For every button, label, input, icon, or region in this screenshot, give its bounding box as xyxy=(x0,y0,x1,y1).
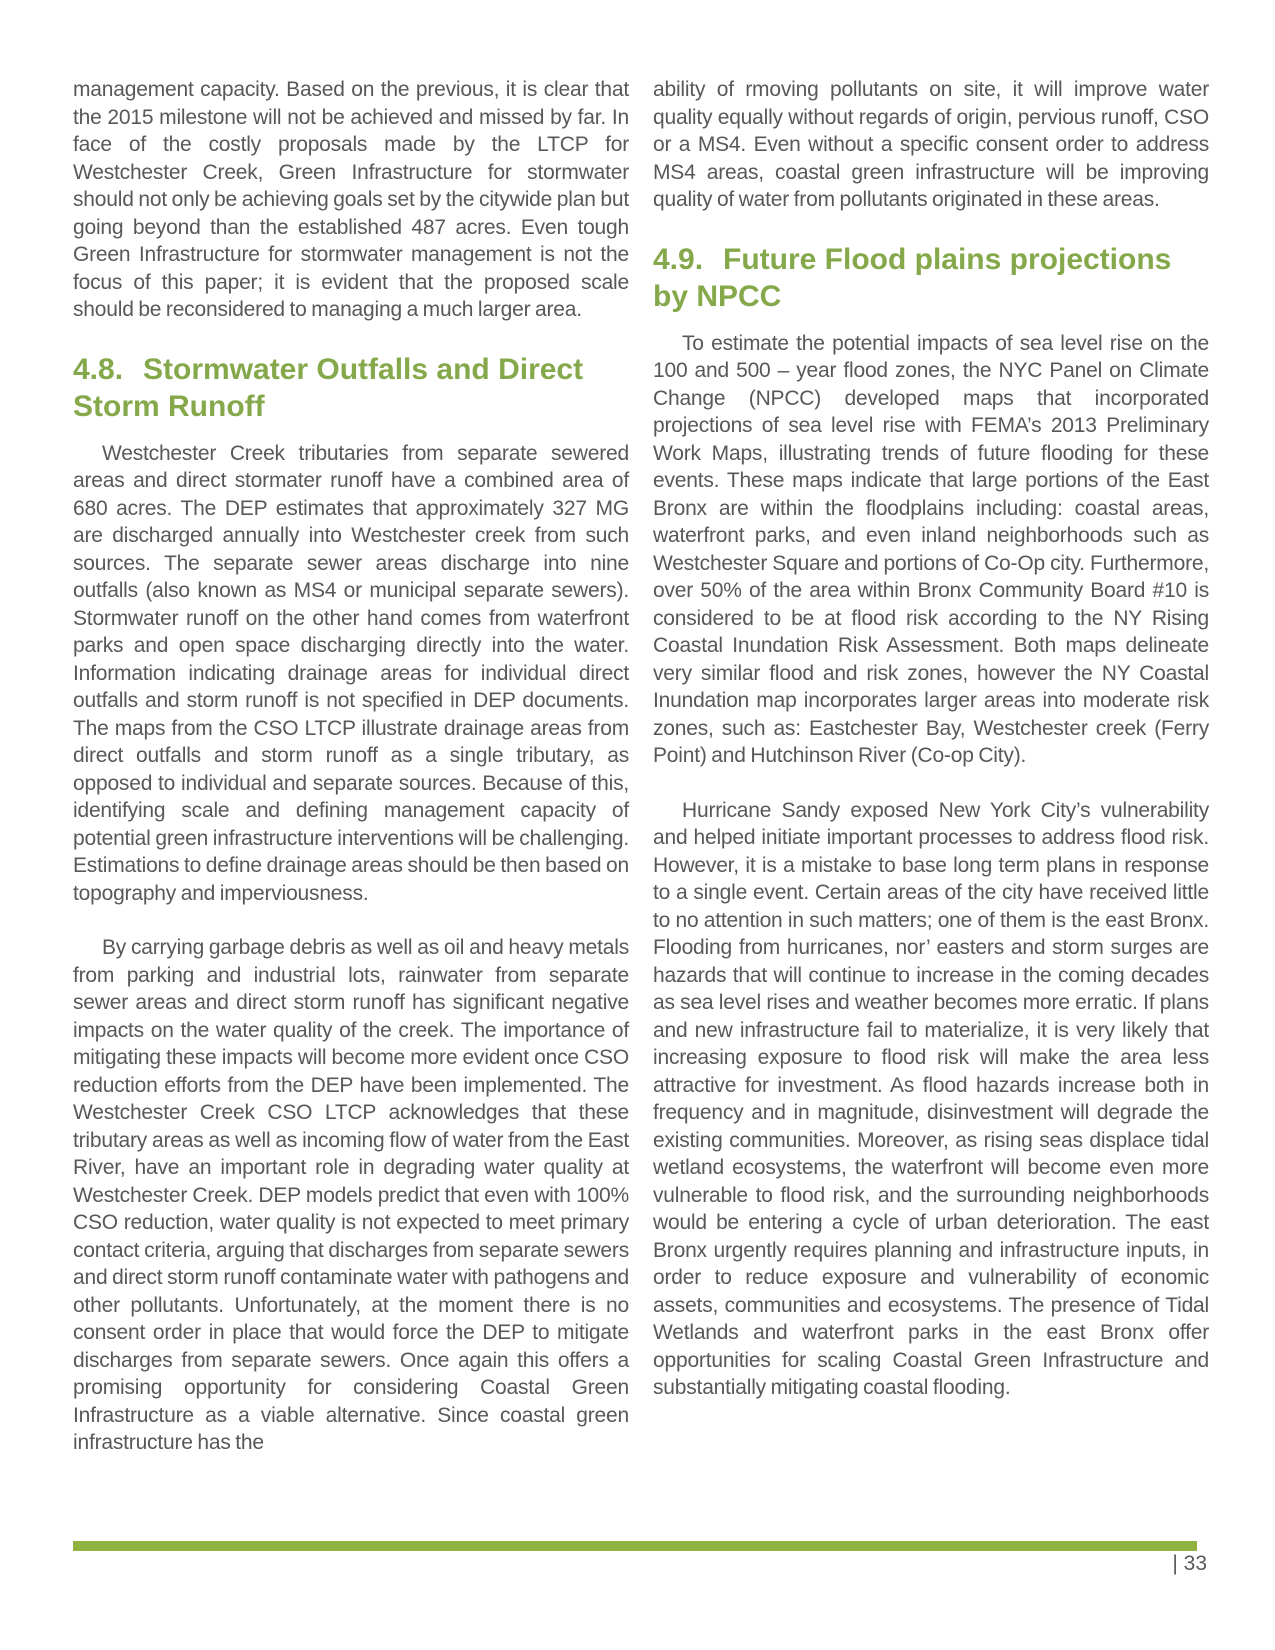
footer-green-rule xyxy=(73,1541,1197,1551)
paragraph-tributaries: Westchester Creek tributaries from separate sewered areas and direct stormater runoff have a combined area of 680 acres. The DEP estimates that approximately 327 MG are discharged annually into Westchester creek from such sources. The separate sewer areas discharge into nine outfalls (also known as MS4 or municipal separate sewers). Stormwater runoff on the other hand comes from waterfront parks and open space discharging directly into the water. Information indicating drainage areas for individual direct outfalls and storm runoff is not specified in DEP documents. The maps from the CSO LTCP illustrate drainage areas from direct outfalls and storm runoff as a single tributary, as opposed to individual and separate sources. Because of this, identifying scale and defining management capacity of potential green infrastructure interventions will be challenging. Estimations to define drainage areas should be then based on topography and imperviousness. xyxy=(73,441,629,905)
section-title-4-8: Stormwater Outfalls and Direct Storm Runoff xyxy=(73,352,584,423)
two-column-text-block xyxy=(73,76,1209,1484)
section-number-4-8: 4.8. xyxy=(73,352,124,386)
left-column xyxy=(73,76,629,1484)
paragraph-ability-pollutants: ability of rmoving pollutants on site, it will improve water quality equally without regards of origin, pervious runoff, CSO or a MS4. Even without a specific consent order to address MS4 areas, coastal green infrastructure will be improving quality of water from pollutants originated in these areas. xyxy=(653,78,1209,211)
paragraph-npcc-flood-maps: To estimate the potential impacts of sea level rise on the 100 and 500 – year flood zones, the NYC Panel on Climate Change (NPCC) developed maps that incorporated projections of sea level rise with FEMA’s 2013 Preliminary Work Maps, illustrating trends of future flooding for these events. These maps indicate that large portions of the East Bronx are within the floodplains including: coastal areas, waterfront parks, and even inland neighborhoods such as Westchester Square and portions of Co-Op city. Furthermore, over 50% of the area within Bronx Community Board #10 is considered to be at flood risk according to the NY Rising Coastal Inundation Risk Assessment. Both maps delineate very similar flood and risk zones, however the NY Coastal Inundation map incorporates larger areas into moderate risk zones, such as: Eastchester Bay, Westchester creek (Ferry Point) and Hutchinson River (Co-op City). xyxy=(653,331,1209,767)
section-heading-4-8 xyxy=(73,351,629,425)
paragraph-runoff-impacts: By carrying garbage debris as well as oil and heavy metals from parking and industrial lots, rainwater from separate sewer areas and direct storm runoff has significant negative impacts on the water quality of the creek. The importance of mitigating these impacts will become more evident once CSO reduction efforts from the DEP have been implemented. The Westchester Creek CSO LTCP acknowledges that these tributary areas as well as incoming flow of water from the East River, have an important role in degrading water quality at Westchester Creek. DEP models predict that even with 100% CSO reduction, water quality is not expected to meet primary contact criteria, arguing that discharges from separate sewers and direct storm runoff contaminate water with pathogens and other pollutants. Unfortunately, at the moment there is no consent order in place that would force the DEP to mitigate discharges from separate sewers. Once again this offers a promising opportunity for considering Coastal Green Infrastructure as a viable alternative. Since coastal green infrastructure has the xyxy=(73,936,629,1454)
section-title-4-9: Future Flood plains projections by NPCC xyxy=(653,242,1172,313)
section-number-4-9: 4.9. xyxy=(653,242,704,276)
paragraph-hurricane-sandy: Hurricane Sandy exposed New York City’s vulnerability and helped initiate important processes to address flood risk. However, it is a mistake to base long term plans in response to a single event. Certain areas of the city have received little to no attention in such matters; one of them is the east Bronx. Flooding from hurricanes, nor’ easters and storm surges are hazards that will continue to increase in the coming decades as sea level rises and weather becomes more erratic. If plans and new infrastructure fail to materialize, it is very likely that increasing exposure to flood risk will make the area less attractive for investment. As flood hazards increase both in frequency and in magnitude, disinvestment will degrade the existing communities. Moreover, as rising seas displace tidal wetland ecosystems, the waterfront will become even more vulnerable to flood risk, and the surrounding neighborhoods would be entering a cycle of urban deterioration. The east Bronx urgently requires planning and infrastructure inputs, in order to reduce exposure and vulnerability of economic assets, communities and ecosystems. The presence of Tidal Wetlands and waterfront parks in the east Bronx offer opportunities for scaling Coastal Green Infrastructure and substantially mitigating coastal flooding. xyxy=(653,798,1209,1399)
paragraph-management-capacity: management capacity. Based on the previous, it is clear that the 2015 milestone will not be achieved and missed by far. In face of the costly proposals made by the LTCP for Westchester Creek, Green Infrastructure for stormwater should not only be achieving goals set by the citywide plan but going beyond than the established 487 acres. Even tough Green Infrastructure for stormwater management is not the focus of this paper; it is evident that the proposed scale should be reconsidered to managing a much larger area. xyxy=(73,78,629,321)
section-heading-4-9 xyxy=(653,241,1209,315)
page-number: | 33 xyxy=(1172,1552,1207,1575)
right-column xyxy=(653,76,1209,1484)
